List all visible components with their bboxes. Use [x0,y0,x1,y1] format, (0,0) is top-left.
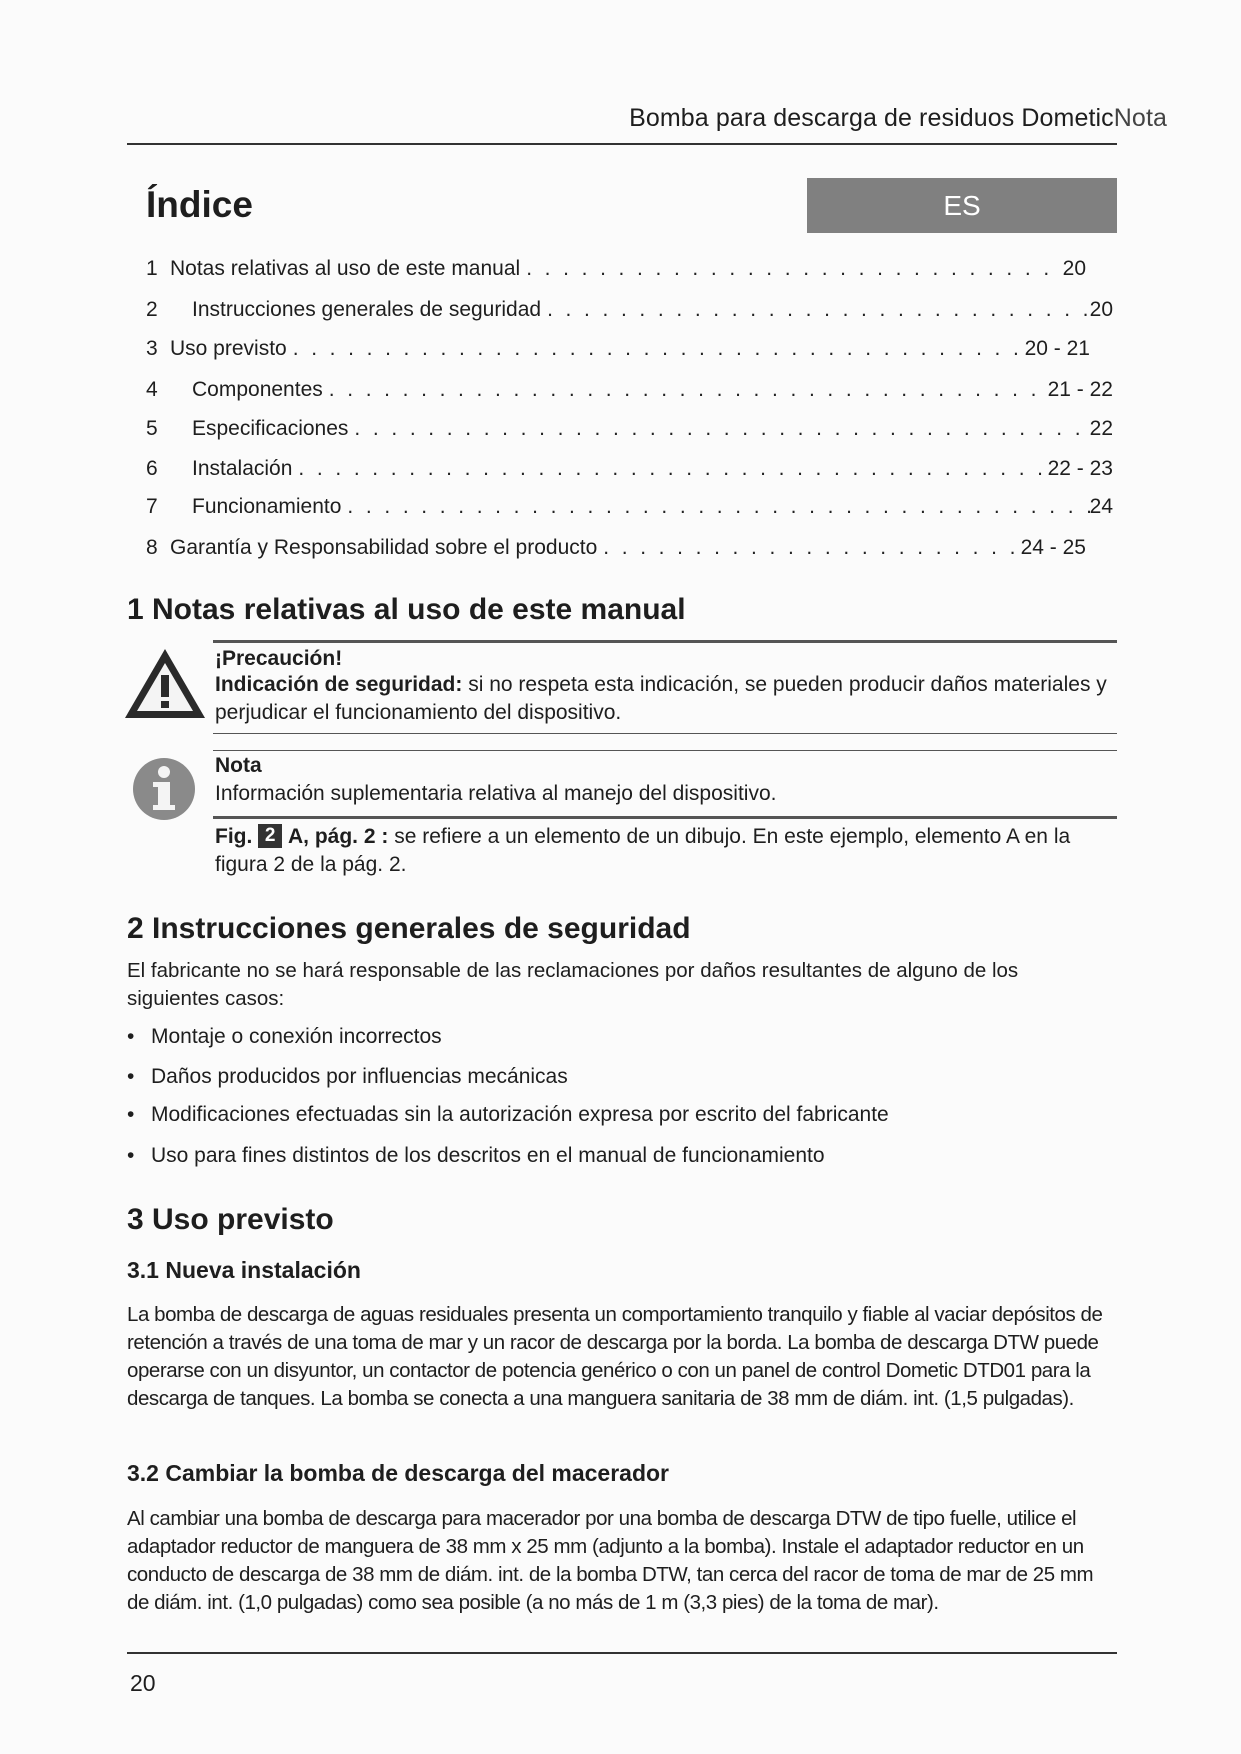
toc-entry-pages: 24 - 25 [1020,536,1086,559]
info-icon [132,757,196,821]
bullet-dot: • [127,1025,135,1048]
toc-leader-dots [323,377,1048,403]
list-item-text: Uso para fines distintos de los descritos en el manual de funcionamiento [151,1144,825,1167]
toc-entry-pages: 22 - 23 [1047,457,1113,480]
list-item-text: Montaje o conexión incorrectos [151,1025,442,1048]
figure-ref-prefix: Fig. [215,825,253,848]
toc-entry[interactable] [146,535,1086,561]
toc-entry-number: 3 [146,337,158,360]
subsection-3-2-heading: 3.2 Cambiar la bomba de descarga del macerador [127,1460,670,1486]
toc-entry-label: Garantía y Responsabilidad sobre el producto [170,536,598,559]
caution-top-rule [213,640,1117,643]
toc-entry-label: Instrucciones generales de seguridad [192,298,542,321]
list-item [127,1103,889,1127]
toc-entry-label: Especificaciones [192,417,349,440]
warning-triangle-icon [122,646,208,722]
footer-rule [127,1652,1117,1654]
toc-entry-pages: 24 [1089,495,1113,518]
header-title: Bomba para descarga de residuos Dometic [629,104,1114,132]
figure-ref-label: A, pág. 2 : [288,825,389,848]
toc-entry[interactable] [146,336,1090,362]
toc-entry-pages: 20 [1062,257,1086,280]
toc-leader-dots [287,336,1025,362]
toc-leader-dots [348,416,1089,442]
toc-leader-dots [541,297,1090,323]
toc-leader-dots [520,256,1062,282]
toc-entry-number: 1 [146,257,158,280]
list-item-text: Daños producidos por influencias mecánicas [151,1065,568,1088]
caution-label: Indicación de seguridad: [215,673,463,696]
running-header [629,104,1167,133]
toc-entry-number: 4 [146,378,158,401]
caution-title: ¡Precaución! [215,647,343,670]
toc-entry[interactable] [146,416,1113,442]
language-badge: ES [807,178,1117,233]
subsection-3-1-heading: 3.1 Nueva instalación [127,1257,361,1283]
list-item [127,1144,825,1168]
toc-entry-label: Instalación [192,457,293,480]
note-title: Nota [215,754,262,777]
list-item [127,1065,568,1089]
toc-entry-label: Notas relativas al uso de este manual [170,257,521,280]
page-number: 20 [130,1670,156,1696]
section-2-intro: El fabricante no se hará responsable de las reclamaciones por daños resultantes de alguno de los siguientes casos: [127,959,1019,1010]
toc-entry-label: Componentes [192,378,323,401]
list-item [127,1025,442,1049]
toc-entry-pages: 20 [1089,298,1113,321]
bullet-dot: • [127,1065,135,1088]
toc-entry-number: 7 [146,495,158,518]
toc-entry-number: 5 [146,417,158,440]
list-item-text: Modificaciones efectuadas sin la autorización expresa por escrito del fabricante [151,1103,889,1126]
figure-reference [215,823,1115,879]
index-title: Índice [146,184,253,225]
figure-ref-text: se refiere a un elemento de un dibujo. En este ejemplo, elemento A en la figura 2 de la pág. 2. [215,825,1071,876]
caution-text [215,671,1115,727]
subsection-3-1-text: La bomba de descarga de aguas residuales presenta un comportamiento tranquilo y fiable al vaciar depósitos de retención a través de una toma de mar y un racor de descarga por la borda. La bomba de descarga DTW puede operarse con un disyuntor, un contactor de potencia genérico o con un panel de control Dometic DTD01 para la descarga de tanques. La bomba se conecta a una manguera sanitaria de 38 mm de diám. int. (1,5 pulgadas). [127,1303,1103,1410]
section-1-heading: 1 Notas relativas al uso de este manual [127,593,686,626]
toc-leader-dots [341,494,1089,520]
toc-entry-label: Uso previsto [170,337,287,360]
toc-entry-pages: 22 [1089,417,1113,440]
note-text: Información suplementaria relativa al manejo del dispositivo. [215,782,777,805]
note-bottom-rule [213,816,1117,819]
header-rule [127,143,1117,145]
caution-bottom-rule [213,733,1117,734]
toc-entry-label: Funcionamiento [192,495,342,518]
toc-entry-pages: 21 - 22 [1047,378,1113,401]
toc-entry[interactable] [146,456,1113,482]
section-3-heading: 3 Uso previsto [127,1203,334,1236]
bullet-dot: • [127,1144,135,1167]
figure-number-badge: 2 [258,824,282,848]
toc-entry[interactable] [146,377,1113,403]
toc-entry-pages: 20 - 21 [1024,337,1090,360]
toc-leader-dots [292,456,1047,482]
section-2-heading: 2 Instrucciones generales de seguridad [127,912,691,945]
toc-entry-number: 6 [146,457,158,480]
note-top-rule [213,750,1117,751]
bullet-dot: • [127,1103,135,1126]
toc-entry-number: 8 [146,536,158,559]
header-suffix: Nota [1113,104,1167,132]
toc-leader-dots [597,535,1020,561]
toc-entry[interactable] [146,297,1113,323]
subsection-3-2-text: Al cambiar una bomba de descarga para macerador por una bomba de descarga DTW de tipo fuelle, utilice el adaptador reductor de manguera de 38 mm x 25 mm (adjunto a la bomba). Instale el adaptador reductor en un conducto de descarga de 38 mm de diám. int. de la bomba DTW, tan cerca del racor de toma de mar de 25 mm de diám. int. (1,0 pulgadas) como sea posible (a no más de 1 m (3,3 pies) de la toma de mar). [127,1507,1094,1614]
toc-entry[interactable] [146,256,1086,282]
toc-entry-number: 2 [146,298,158,321]
toc-entry[interactable] [146,494,1113,520]
caution-body: si no respeta esta indicación, se pueden producir daños materiales y perjudicar el funcionamiento del dispositivo. [215,673,1107,724]
